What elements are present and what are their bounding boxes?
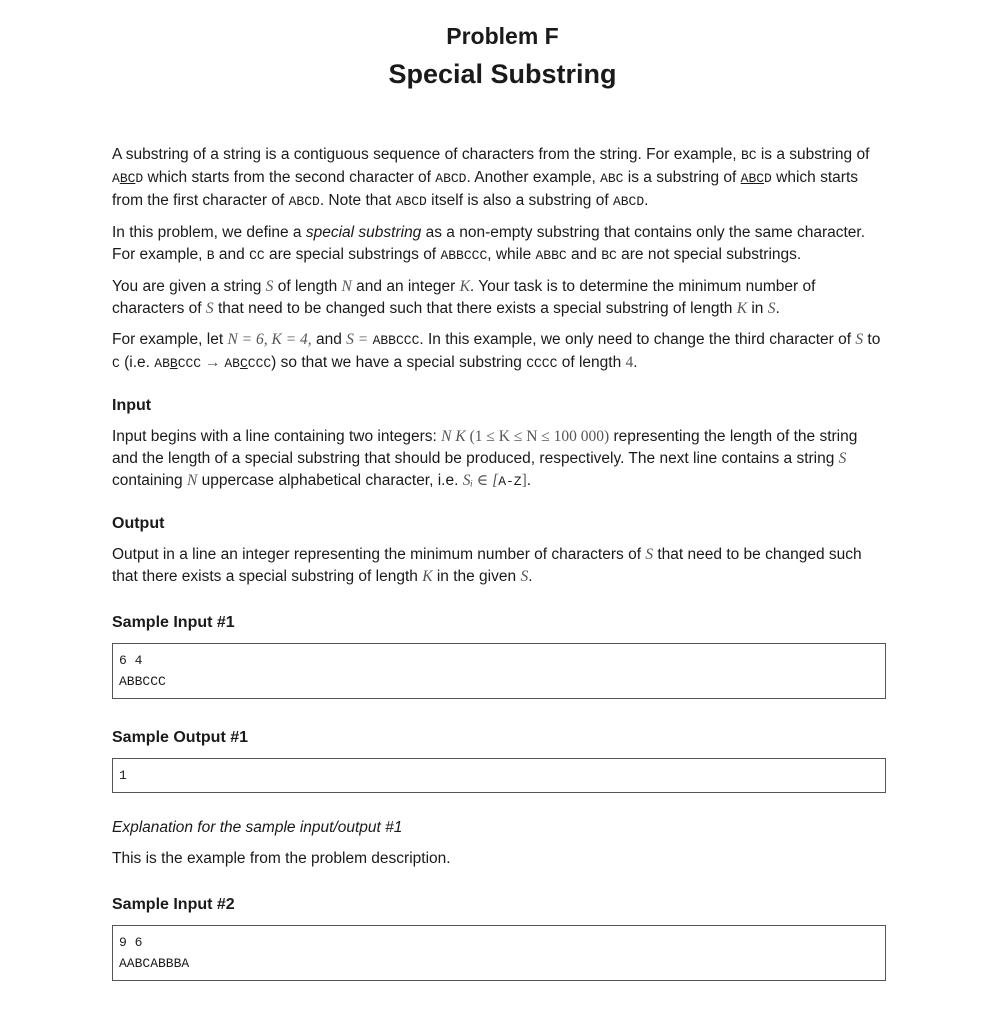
sample-line: 9 6 <box>119 935 143 950</box>
code-underlined: B <box>169 356 178 371</box>
text: in the given <box>432 568 521 585</box>
emphasis: special substring <box>305 224 422 241</box>
code-text: BC <box>740 148 757 163</box>
code-part: A <box>112 171 120 186</box>
text: containing <box>112 472 187 489</box>
text: are not special substrings. <box>616 246 802 263</box>
math-var: K <box>422 568 433 585</box>
code-text: CCCC <box>526 356 558 371</box>
math-var: S <box>205 300 214 317</box>
constraint-text: (1 ≤ K ≤ N ≤ 100 000) <box>465 428 610 445</box>
math-var: N <box>341 278 352 295</box>
code-text: B <box>206 248 215 263</box>
math-var: K <box>736 300 748 317</box>
code-text: ABCD <box>395 194 427 209</box>
text: . <box>528 568 533 585</box>
code-underlined: C <box>239 356 248 371</box>
code-text: ABC <box>600 171 624 186</box>
output-description <box>112 544 886 588</box>
text: Output in a line an integer representing the minimum number of characters of <box>112 546 646 563</box>
text: representing the length of the string and the length of a special substring that should be produced, respectively. The next line contains a string <box>112 428 858 467</box>
text: uppercase alphabetical character, i.e. <box>197 472 463 489</box>
paragraph-task <box>112 276 886 320</box>
sample-input-1-heading: Sample Input #1 <box>112 614 235 631</box>
sample-input-2-box <box>112 925 886 981</box>
problem-statement <box>112 144 886 981</box>
text: . Your task is to determine the minimum number of characters of <box>112 278 816 317</box>
text: . Another example, <box>466 169 601 186</box>
text: is a substring of <box>756 146 870 163</box>
math-expr: N = 6, K = 4, <box>227 331 312 348</box>
code-part: AB <box>224 356 240 371</box>
text: and <box>566 246 602 263</box>
math-var: S <box>520 568 529 585</box>
math-var: S <box>838 450 847 467</box>
text: that need to be changed such that there exists a special substring of length <box>112 546 862 585</box>
sample-output-1-heading: Sample Output #1 <box>112 729 249 746</box>
math-var: K <box>459 278 470 295</box>
code-text <box>224 356 271 371</box>
text: . <box>633 354 638 371</box>
text: itself is also a substring of <box>426 192 613 209</box>
math-var: S <box>855 331 864 348</box>
math-var: S <box>645 546 654 563</box>
code-text <box>112 171 143 186</box>
text: . <box>644 192 649 209</box>
code-underlined: ABC <box>740 171 765 186</box>
code-text <box>741 171 772 186</box>
code-text: ABCD <box>612 194 645 209</box>
text: in <box>747 300 768 317</box>
sample-line: 6 4 <box>119 653 143 668</box>
problem-number: Problem F <box>446 23 559 49</box>
sample-output-1-box <box>112 758 886 793</box>
text: (i.e. <box>119 354 155 371</box>
text: and an integer <box>351 278 460 295</box>
math-var: S <box>767 300 776 317</box>
code-text: ABBCCC <box>372 333 420 348</box>
math-expr: N K <box>441 428 466 445</box>
text: as a non-empty substring that contains only the same character. For example, <box>112 224 866 263</box>
math-var: N <box>186 472 198 489</box>
text: ) so that we have a special substring <box>271 354 527 371</box>
code-part: CCC <box>247 356 272 371</box>
text: . <box>526 472 532 489</box>
sample-line: ABBCCC <box>119 674 166 689</box>
code-part: CCC <box>177 356 202 371</box>
text: . <box>775 300 780 317</box>
paragraph-special-substring <box>112 222 886 267</box>
code-part: D <box>135 171 144 186</box>
paragraph-substring-definition <box>112 144 886 213</box>
code-text: ABCD <box>435 171 467 186</box>
sample-input-2-heading: Sample Input #2 <box>112 896 235 913</box>
text: . Note that <box>319 192 396 209</box>
code-text: ABBCCC <box>440 248 488 263</box>
text: of length <box>273 278 342 295</box>
code-part: AB <box>154 356 170 371</box>
text: of length <box>557 354 626 371</box>
code-text: A-Z <box>498 474 522 489</box>
code-text <box>154 356 201 371</box>
output-heading: Output <box>112 515 165 532</box>
text: In this problem, we define a <box>112 224 306 241</box>
text: For example, let <box>112 331 228 348</box>
text: Input begins with a line containing two integers: <box>112 428 442 445</box>
sample-line: 1 <box>119 768 127 783</box>
arrow-symbol: → <box>201 354 225 371</box>
text: are special substrings of <box>264 246 441 263</box>
text: and <box>311 331 347 348</box>
text: You are given a string <box>112 278 266 295</box>
math-expr: Sᵢ ∈ [ <box>462 472 499 489</box>
text: , while <box>487 246 536 263</box>
text: which starts from the second character of <box>143 169 436 186</box>
text: . In this example, we only need to change the third character of <box>419 331 856 348</box>
text: to <box>863 331 881 348</box>
text: which starts from the first character of <box>112 169 858 209</box>
math-expr: S = <box>346 331 369 348</box>
code-text: CC <box>249 248 265 263</box>
explanation-text: This is the example from the problem description. <box>112 850 451 867</box>
paragraph-example <box>112 329 886 375</box>
text: and <box>214 246 250 263</box>
math-var: S <box>265 278 274 295</box>
input-description <box>112 426 886 493</box>
code-text: ABBC <box>535 248 567 263</box>
problem-title: Special Substring <box>388 59 617 89</box>
code-text: C <box>112 356 120 371</box>
code-part: D <box>764 171 772 186</box>
problem-header <box>0 22 1005 90</box>
code-text: BC <box>601 248 617 263</box>
code-underlined: BC <box>119 171 136 186</box>
sample-input-1-box <box>112 643 886 699</box>
text: A substring of a string is a contiguous sequence of characters from the string. For example, <box>112 146 741 163</box>
text: is a substring of <box>623 169 741 186</box>
math-number: 4 <box>625 354 634 371</box>
sample-line: AABCABBBA <box>119 956 190 971</box>
math-symbol: ] <box>521 472 527 489</box>
explanation-heading: Explanation for the sample input/output #1 <box>112 819 403 836</box>
code-text: ABCD <box>288 194 320 209</box>
input-heading: Input <box>112 397 152 414</box>
text: that need to be changed such that there exists a special substring of length <box>213 300 737 317</box>
